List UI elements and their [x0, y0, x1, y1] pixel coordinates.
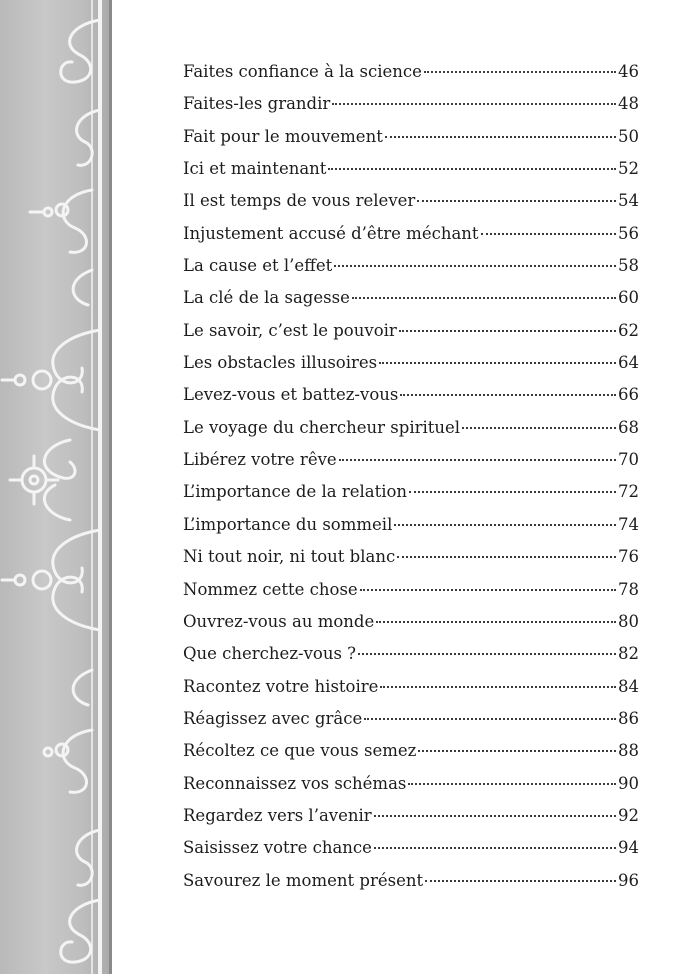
dot-leader: [339, 458, 616, 461]
toc-entry: [183, 250, 639, 282]
toc-entry-title: Récoltez ce que vous semez: [183, 741, 417, 761]
dot-leader: [394, 523, 616, 526]
dot-leader: [400, 393, 616, 396]
dot-leader: [364, 717, 616, 720]
toc-entry-title: Ici et maintenant: [183, 159, 327, 179]
toc-entry: [183, 153, 639, 185]
dot-leader: [334, 264, 616, 267]
toc-entry: [183, 671, 639, 703]
table-of-contents: [183, 56, 639, 897]
toc-entry-page: 54: [618, 191, 639, 211]
band-edge-line: [109, 0, 112, 974]
toc-entry-page: 50: [618, 126, 639, 146]
toc-entry-page: 76: [618, 547, 639, 567]
dot-leader: [399, 329, 616, 332]
toc-entry: [183, 638, 639, 670]
toc-entry-title: Saisissez votre chance: [183, 838, 372, 858]
toc-entry: [183, 88, 639, 120]
toc-entry-title: La cause et l’effet: [183, 256, 333, 276]
toc-entry-title: Le savoir, c’est le pouvoir: [183, 320, 397, 340]
toc-entry-page: 74: [618, 514, 639, 534]
toc-entry-title: Faites confiance à la science: [183, 62, 422, 81]
toc-entry: [183, 768, 639, 800]
toc-entry-page: 86: [618, 708, 639, 728]
toc-entry-title: Faites-les grandir: [183, 94, 331, 114]
dot-leader: [380, 685, 616, 688]
toc-entry-title: Regardez vers l’avenir: [183, 805, 372, 825]
dot-leader: [379, 361, 616, 364]
toc-entry-title: Injustement accusé d’être méchant: [183, 223, 479, 243]
dot-leader: [385, 135, 616, 138]
dot-leader: [408, 782, 616, 785]
toc-entry-page: 82: [618, 644, 639, 664]
dot-leader: [417, 199, 616, 202]
toc-entry-page: 58: [618, 256, 639, 276]
toc-entry: [183, 541, 639, 573]
toc-entry-title: Réagissez avec grâce: [183, 708, 363, 728]
toc-entry-title: Il est temps de vous relever: [183, 191, 416, 211]
dot-leader: [424, 70, 616, 73]
toc-entry-page: 78: [618, 579, 639, 599]
toc-entry-page: 56: [618, 223, 639, 243]
dot-leader: [481, 232, 616, 235]
toc-entry-title: L’importance de la relation: [183, 482, 408, 502]
toc-entry-page: 68: [618, 417, 639, 437]
toc-entry: [183, 574, 639, 606]
toc-entry-page: 66: [618, 385, 639, 405]
toc-entry: [183, 412, 639, 444]
toc-entry-title: Fait pour le mouvement: [183, 126, 383, 146]
toc-entry-page: 62: [618, 320, 639, 340]
toc-entry-title: Les obstacles illusoires: [183, 353, 378, 373]
dot-leader: [360, 588, 616, 591]
dot-leader: [332, 102, 616, 105]
toc-entry-page: 46: [618, 62, 639, 81]
toc-entry-page: 84: [618, 676, 639, 696]
toc-entry-page: 94: [618, 838, 639, 858]
toc-entry-page: 88: [618, 741, 639, 761]
dot-leader: [425, 879, 616, 882]
dot-leader: [397, 555, 616, 558]
dot-leader: [358, 652, 616, 655]
toc-entry-page: 48: [618, 94, 639, 114]
dot-leader: [409, 490, 616, 493]
toc-entry-page: 72: [618, 482, 639, 502]
toc-entry-title: Ni tout noir, ni tout blanc: [183, 547, 396, 567]
dot-leader: [374, 814, 616, 817]
toc-entry-page: 64: [618, 353, 639, 373]
toc-entry: [183, 56, 639, 88]
toc-entry-title: Reconnaissez vos schémas: [183, 773, 407, 793]
dot-leader: [352, 296, 616, 299]
toc-entry: [183, 476, 639, 508]
dot-leader: [462, 426, 616, 429]
toc-entry-page: 52: [618, 159, 639, 179]
toc-entry-page: 80: [618, 611, 639, 631]
toc-entry: [183, 865, 639, 897]
toc-entry: [183, 800, 639, 832]
toc-entry: [183, 185, 639, 217]
toc-entry: [183, 347, 639, 379]
toc-entry: [183, 832, 639, 864]
toc-entry: [183, 509, 639, 541]
toc-entry: [183, 703, 639, 735]
toc-entry: [183, 218, 639, 250]
ornament-scroll-icon: [0, 0, 112, 974]
toc-entry-title: Savourez le moment présent: [183, 870, 424, 890]
toc-entry: [183, 379, 639, 411]
toc-entry-title: Levez-vous et battez-vous: [183, 385, 399, 405]
toc-entry: [183, 606, 639, 638]
toc-entry-title: L’importance du sommeil: [183, 514, 393, 534]
toc-entry-title: Ouvrez-vous au monde: [183, 611, 375, 631]
dot-leader: [328, 167, 616, 170]
toc-entry-title: La clé de la sagesse: [183, 288, 350, 308]
toc-entry-title: Libérez votre rêve: [183, 450, 337, 470]
toc-entry-page: 90: [618, 773, 639, 793]
toc-entry: [183, 315, 639, 347]
toc-entry: [183, 735, 639, 767]
toc-entry-title: Racontez votre histoire: [183, 676, 379, 696]
ornamental-margin-band: [0, 0, 112, 974]
toc-entry: [183, 444, 639, 476]
toc-entry-title: Le voyage du chercheur spirituel: [183, 417, 461, 437]
dot-leader: [376, 620, 616, 623]
toc-entry-page: 96: [618, 870, 639, 890]
toc-entry: [183, 121, 639, 153]
toc-entry-title: Nommez cette chose: [183, 579, 358, 599]
dot-leader: [418, 749, 616, 752]
toc-entry: [183, 282, 639, 314]
toc-entry-title: Que cherchez-vous ?: [183, 644, 357, 664]
toc-entry-page: 70: [618, 450, 639, 470]
toc-entry-page: 92: [618, 805, 639, 825]
dot-leader: [374, 846, 616, 849]
toc-entry-page: 60: [618, 288, 639, 308]
